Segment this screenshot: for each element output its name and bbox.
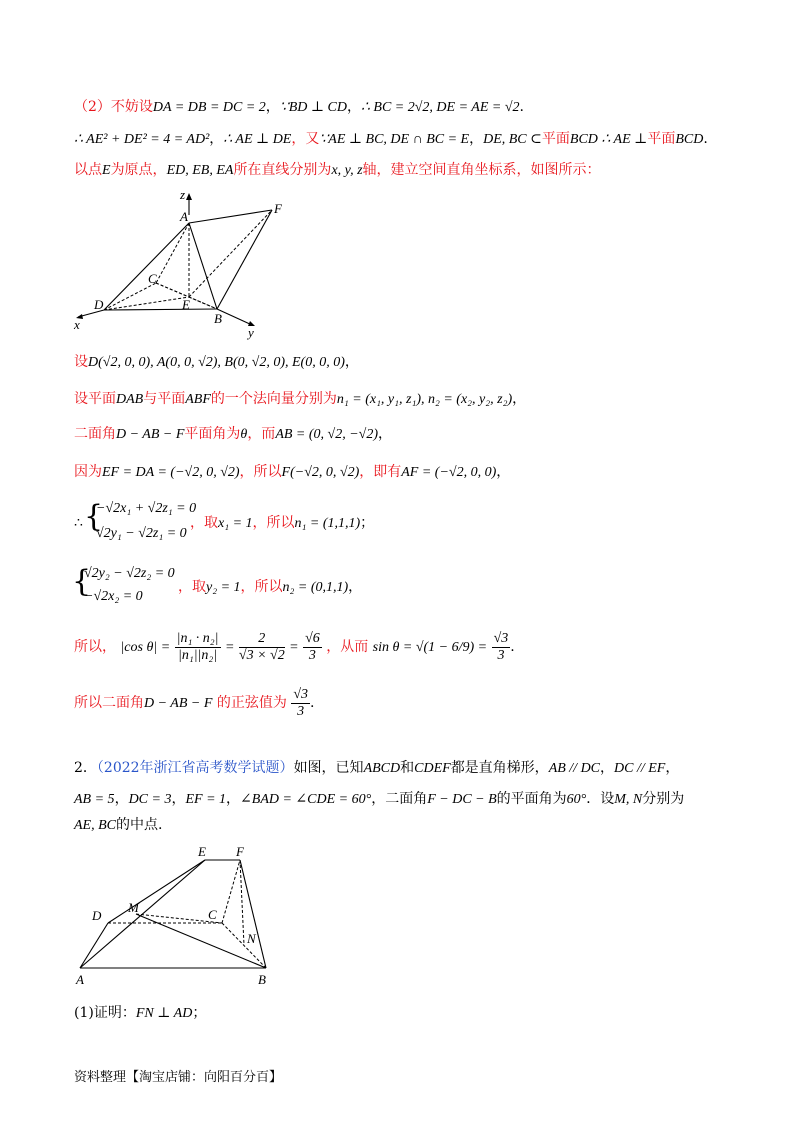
cos-line	[74, 628, 515, 667]
text: 设	[74, 354, 88, 370]
figure-pyramid	[72, 185, 282, 340]
sep: ，	[226, 791, 241, 807]
sep: ，	[171, 791, 186, 807]
text: ，所以	[252, 515, 295, 531]
text: 为原点，	[110, 162, 167, 178]
math-y2: y₂ = 1	[206, 580, 241, 595]
sep: ，	[496, 464, 511, 480]
frac-root6-over-3	[303, 631, 322, 664]
math-coordinates: D(√2, 0, 0), A(0, 0, √2), B(0, √2, 0), E(0, 0, 0)	[88, 355, 345, 370]
frac-den: 3	[497, 647, 505, 663]
sep: ，	[512, 391, 527, 407]
math-dab: DAB	[116, 392, 144, 407]
edge-fb	[240, 860, 266, 968]
text: 和	[400, 760, 415, 776]
math-ae-perp-bc: ∵AE ⊥ BC, DE ∩ BC = E	[319, 132, 470, 147]
brace: {	[84, 499, 104, 534]
math-bd-perp-cd: ∵BD ⊥ CD	[279, 100, 347, 115]
sep: ，	[348, 579, 363, 595]
sep: .	[310, 695, 315, 711]
edge-ab	[189, 223, 217, 309]
label-n: N	[247, 931, 256, 946]
label-x: x	[74, 317, 80, 332]
sep: ，	[344, 354, 359, 370]
edge-ad	[104, 223, 189, 310]
math-60deg: 60°	[566, 792, 587, 807]
math-dc3: DC = 3	[128, 792, 172, 807]
frac-num: √3	[293, 686, 309, 702]
math-pythag: ∴ AE² + DE² = 4 = AD²	[74, 132, 210, 147]
sep: .	[703, 131, 708, 147]
text: 如图，已知	[293, 760, 364, 776]
part2-line7	[74, 462, 510, 483]
label-c: C	[148, 271, 157, 286]
sys1-tail	[190, 513, 374, 534]
text: ．设	[586, 791, 615, 807]
z-arrow	[186, 193, 192, 200]
math-ab-parallel-dc: AB // DC	[548, 761, 601, 776]
edge-de	[108, 860, 205, 923]
sep: ，	[209, 131, 224, 147]
frac-den: √3 × √2	[238, 647, 285, 663]
frac-den: 3	[308, 647, 316, 663]
problem-source: （2022年浙江省高考数学试题）	[96, 760, 294, 776]
label-f: F	[236, 844, 244, 859]
math-f-point: F(−√2, 0, √2)	[281, 465, 360, 480]
math-da-db-dc: DA = DB = DC = 2	[152, 100, 266, 115]
text: 所以二面角	[74, 695, 144, 711]
equals: =	[224, 640, 235, 655]
part2-line4	[74, 352, 359, 373]
sep: ，	[378, 426, 393, 442]
math-ab-vector: AB = (0, √2, −√2)	[275, 427, 379, 442]
math-x1: x₁ = 1	[218, 516, 253, 531]
part2-line6	[74, 424, 392, 445]
text: 二面角	[74, 426, 116, 442]
math-bcd: BCD	[675, 132, 704, 147]
sep: ；	[360, 515, 375, 531]
math-bcd-ae-perp: BCD ∴ AE ⊥	[569, 132, 648, 147]
math-ab5: AB = 5	[74, 792, 115, 807]
text: 分别为	[642, 791, 685, 807]
label-e: E	[198, 844, 206, 859]
text: 设平面	[74, 391, 116, 407]
problem2-line2	[74, 789, 684, 810]
sys1-eq1: −√2x₁ + √2z₁ = 0	[96, 501, 197, 516]
text: ，二面角	[371, 791, 428, 807]
math-ef-da: EF = DA = (−√2, 0, √2)	[102, 465, 240, 480]
math-e: E	[102, 163, 111, 178]
text: 轴，建立空间直角坐标系，如图所示：	[362, 162, 601, 178]
part2-line3	[74, 160, 601, 181]
text: ，取	[190, 515, 218, 531]
edge-cf	[222, 860, 240, 923]
math-angles: ∠BAD = ∠CDE = 60°	[240, 792, 372, 807]
problem2-q1	[74, 1003, 206, 1024]
label-m: M	[128, 900, 139, 915]
footer-text: 资料整理【淘宝店铺：向阳百分百】	[74, 1070, 283, 1085]
text: 所以，	[74, 639, 116, 655]
label-c: C	[208, 907, 217, 922]
text: ，所以	[240, 579, 283, 595]
edge-ac	[156, 223, 189, 283]
frac-2-over-root	[239, 631, 285, 664]
text: 所在直线分别为	[233, 162, 332, 178]
math-ed-eb-ea: ED, EB, EA	[166, 163, 234, 178]
label-f: F	[274, 201, 282, 216]
brace: {	[72, 564, 92, 599]
text: ，取	[178, 579, 206, 595]
sep: ，	[114, 791, 129, 807]
figure-trapezoids	[72, 840, 292, 990]
text: 的正弦值为	[216, 695, 287, 711]
frac-num: |n₁ · n₂|	[176, 630, 219, 646]
text: ，即有	[359, 464, 402, 480]
text: 因为	[74, 464, 102, 480]
math-d-ab-f: D − AB − F	[116, 427, 185, 442]
math-de-bc-subset: DE, BC ⊂	[483, 132, 542, 147]
text: 与平面	[143, 391, 186, 407]
sys2-tail	[178, 577, 362, 598]
math-abf: ABF	[185, 392, 211, 407]
conclusion-line	[74, 684, 314, 723]
math-ae-bc: AE, BC	[74, 818, 116, 833]
sep: ，	[346, 99, 361, 115]
math-n1: n₁ = (1,1,1)	[294, 516, 361, 531]
y-axis	[217, 309, 252, 325]
sys1-eq2: √2y₁ − √2z₁ = 0	[96, 526, 187, 541]
equals: =	[289, 640, 299, 655]
sys2-eq1: √2y₂ − √2z₂ = 0	[84, 566, 175, 581]
label-b: B	[258, 972, 266, 987]
text-plane: 平面	[541, 131, 570, 147]
problem2-line1	[74, 758, 679, 779]
therefore-symbol: ∴	[74, 515, 83, 531]
text: ，所以	[239, 464, 282, 480]
label-b: B	[214, 311, 222, 326]
edge-cb	[222, 923, 266, 968]
math-f-dc-b: F − DC − B	[427, 792, 497, 807]
math-xyz: x, y, z	[331, 163, 363, 178]
label-e: E	[182, 297, 190, 312]
math-d-ab-f: D − AB − F	[144, 696, 213, 711]
math-dc-parallel-ef: DC // EF	[614, 761, 666, 776]
text: ，而	[247, 426, 276, 442]
footer	[74, 1068, 282, 1088]
label-d: D	[94, 297, 104, 312]
text: 以点	[74, 162, 102, 178]
sep: ，	[600, 760, 615, 776]
text-you: ，又	[291, 131, 320, 147]
math-abs-cos: |cos θ| =	[120, 640, 171, 655]
text: ，从而	[326, 639, 369, 655]
sys2-eq2: −√2x₂ = 0	[84, 589, 143, 604]
text-plane: 平面	[647, 131, 676, 147]
frac-num: √3	[493, 630, 509, 646]
math-abcd: ABCD	[363, 761, 401, 776]
math-cdef: CDEF	[414, 761, 451, 776]
frac-root3-over-3	[492, 631, 511, 664]
text: 的一个法向量分别为	[210, 391, 337, 407]
frac-den: |n₁||n₂|	[177, 647, 218, 663]
text: 的平面角为	[496, 791, 567, 807]
edge-db	[104, 309, 217, 310]
problem-number: 2．	[74, 760, 97, 776]
label-a: A	[180, 209, 188, 224]
math-normals: n₁ = (x₁, y₁, z₁), n₂ = (x₂, y₂, z₂)	[336, 392, 513, 407]
math-mn: M, N	[614, 792, 643, 807]
math-sin-theta: sin θ = √(1 − 6/9) =	[372, 640, 488, 655]
frac-dot-over-norms	[175, 631, 221, 664]
math-theta: θ	[240, 427, 248, 442]
edge-ad	[80, 923, 108, 968]
label-y: y	[248, 325, 254, 340]
edge-de	[104, 297, 189, 310]
sep: .	[510, 639, 515, 655]
label-z: z	[180, 187, 186, 202]
math-af-vector: AF = (−√2, 0, 0)	[401, 465, 497, 480]
frac-num: √6	[305, 630, 320, 646]
text: 平面角为	[184, 426, 241, 442]
sep: ，	[469, 131, 484, 147]
frac-num: 2	[239, 631, 285, 648]
math-ae-perp-de: ∴ AE ⊥ DE	[223, 132, 292, 147]
problem2-line3	[74, 815, 162, 836]
math-ef1: EF = 1	[185, 792, 227, 807]
part2-line5	[74, 389, 526, 410]
math-fn-perp-ad: FN ⊥ AD	[135, 1006, 193, 1021]
label-d: D	[92, 908, 102, 923]
sep: .	[519, 99, 524, 115]
text: (1)证明：	[74, 1005, 136, 1021]
part2-lead: （2）不妨设	[74, 99, 153, 115]
part2-line2	[74, 129, 708, 150]
text: 的中点.	[116, 817, 163, 833]
math-bc-de-ae: ∴ BC = 2√2, DE = AE = √2	[360, 100, 520, 115]
edge-af	[189, 210, 272, 223]
sep: ，	[265, 99, 280, 115]
label-a: A	[76, 972, 84, 987]
math-n2: n₂ = (0,1,1)	[282, 580, 349, 595]
text: 都是直角梯形，	[450, 760, 549, 776]
part2-line1	[74, 97, 524, 118]
sep: ；	[192, 1005, 207, 1021]
frac-answer	[291, 687, 310, 720]
edge-ce	[156, 283, 189, 297]
sep: ，	[665, 760, 680, 776]
frac-den: 3	[297, 703, 305, 719]
